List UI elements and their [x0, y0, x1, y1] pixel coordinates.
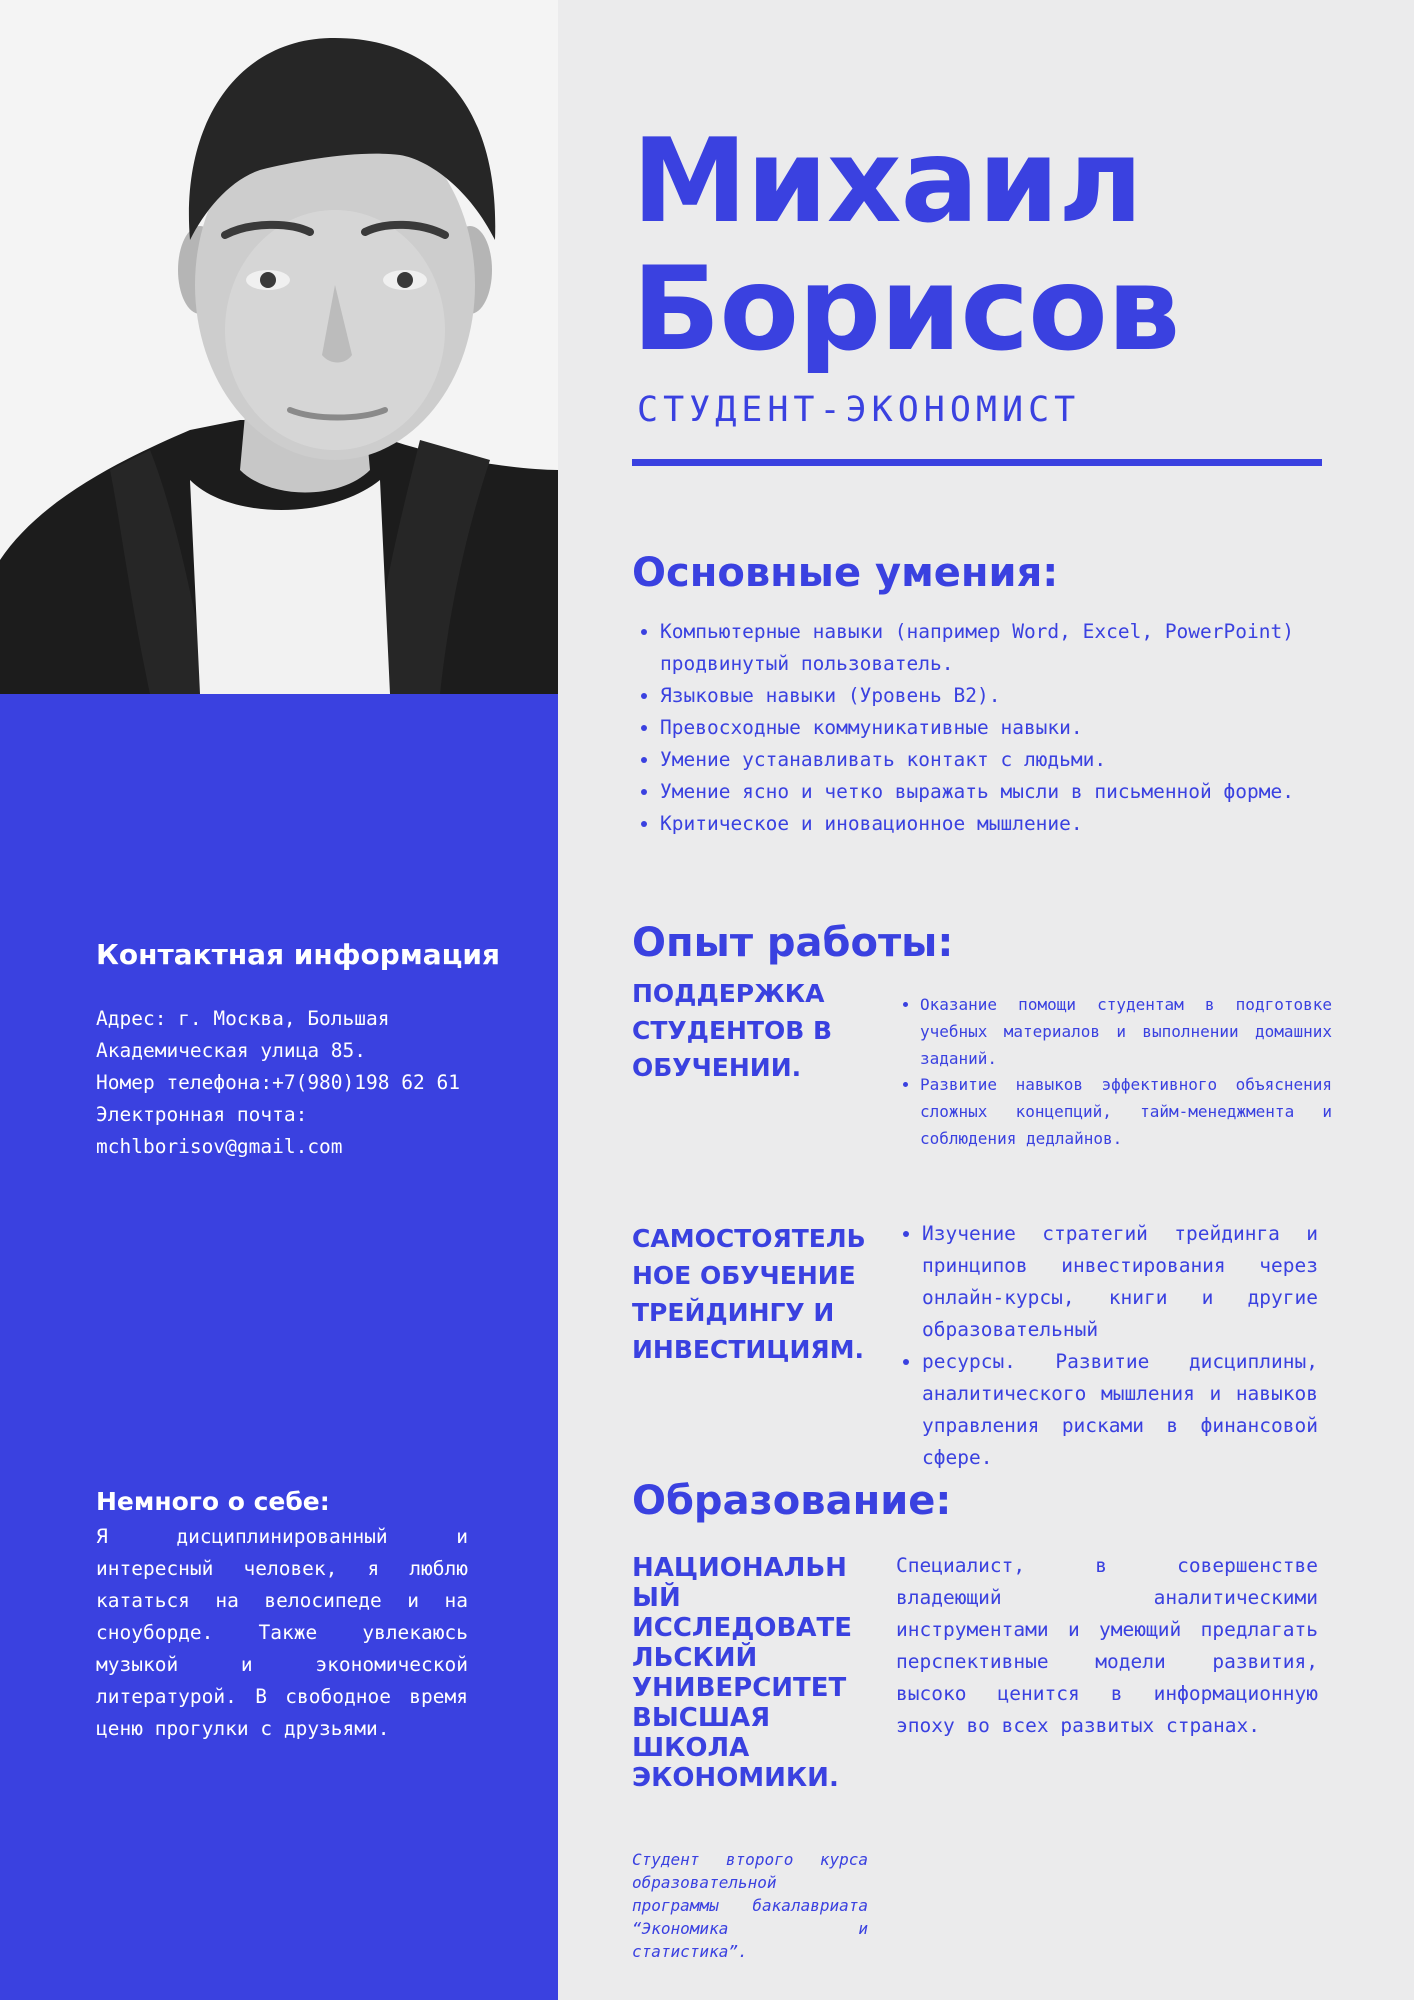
contact-phone: Номер телефона:+7(980)198 62 61 — [96, 1071, 460, 1094]
about-heading: Немного о себе: — [96, 1487, 330, 1516]
list-item: • Превосходные коммуникативные навыки. — [660, 712, 1400, 744]
job-title: ПОДДЕРЖКА СТУДЕНТОВ В ОБУЧЕНИИ. — [632, 979, 833, 1082]
list-item: • Умение устанавливать контакт с людьми. — [660, 744, 1400, 776]
list-item: • ресурсы. Развитие дисциплины, аналитического мышления и навыков управления рисками в финансовой сфере. — [922, 1346, 1318, 1474]
list-item: • Изучение стратегий трейдинга и принципов инвестирования через онлайн-курсы, книги и другие образовательный — [922, 1218, 1318, 1346]
skills-list — [632, 616, 1400, 840]
list-item: • Языковые навыки (Уровень В2). — [660, 680, 1400, 712]
education-description: Специалист, в совершенстве владеющий аналитическими инструментами и умеющий предлагать перспективные модели развития, высоко ценится в информационную эпоху во всех развитых странах. — [896, 1554, 1318, 1737]
job-role: СТУДЕНТ-ЭКОНОМИСТ — [637, 390, 1081, 430]
person-name — [632, 114, 1180, 377]
first-name: Михаил — [632, 114, 1143, 249]
skills-heading: Основные умения: — [632, 550, 1059, 596]
about-text: Я дисциплинированный и интересный человек, я люблю кататься на велосипеде и на сноуборде. Также увлекаюсь музыкой и экономической литературой. В свободное время ценю прогулки с друзьями. — [96, 1525, 468, 1740]
list-item: • Развитие навыков эффективного объяснения сложных концепций, тайм-менеджмента и соблюдения дедлайнов. — [920, 1072, 1332, 1152]
contact-email[interactable]: mchlborisov@gmail.com — [96, 1135, 343, 1158]
job-details — [900, 992, 1332, 1153]
list-item: • Оказание помощи студентам в подготовке учебных материалов и выполнении домашних заданий. — [920, 992, 1332, 1072]
header-divider — [632, 459, 1322, 466]
contact-email-label: Электронная почта: — [96, 1103, 308, 1126]
contact-info — [96, 1003, 476, 1163]
portrait-photo — [0, 0, 558, 694]
education-note: Студент второго курса образовательной программы бакалавриата “Экономика и статистика”. — [632, 1850, 868, 1961]
education-heading: Образование: — [632, 1478, 952, 1524]
contact-address: Адрес: г. Москва, Большая Академическая улица 85. — [96, 1007, 390, 1062]
list-item: • Критическое и иновационное мышление. — [660, 808, 1400, 840]
list-item: • Умение ясно и четко выражать мысли в письменной форме. — [660, 776, 1400, 808]
last-name: Борисов — [632, 242, 1180, 377]
left-sidebar — [0, 0, 558, 2000]
experience-heading: Опыт работы: — [632, 920, 954, 966]
list-item: • Компьютерные навыки (например Word, Excel, PowerPoint) продвинутый пользователь. — [660, 616, 1400, 680]
job-details — [902, 1218, 1318, 1474]
contact-heading: Контактная информация — [96, 938, 500, 971]
job-title: САМОСТОЯТЕЛЬНОЕ ОБУЧЕНИЕ ТРЕЙДИНГУ И ИНВЕСТИЦИЯМ. — [632, 1224, 866, 1364]
education-institution: НАЦИОНАЛЬНЫЙ ИССЛЕДОВАТЕЛЬСКИЙ УНИВЕРСИТЕТ ВЫСШАЯ ШКОЛА ЭКОНОМИКИ. — [632, 1553, 852, 1793]
